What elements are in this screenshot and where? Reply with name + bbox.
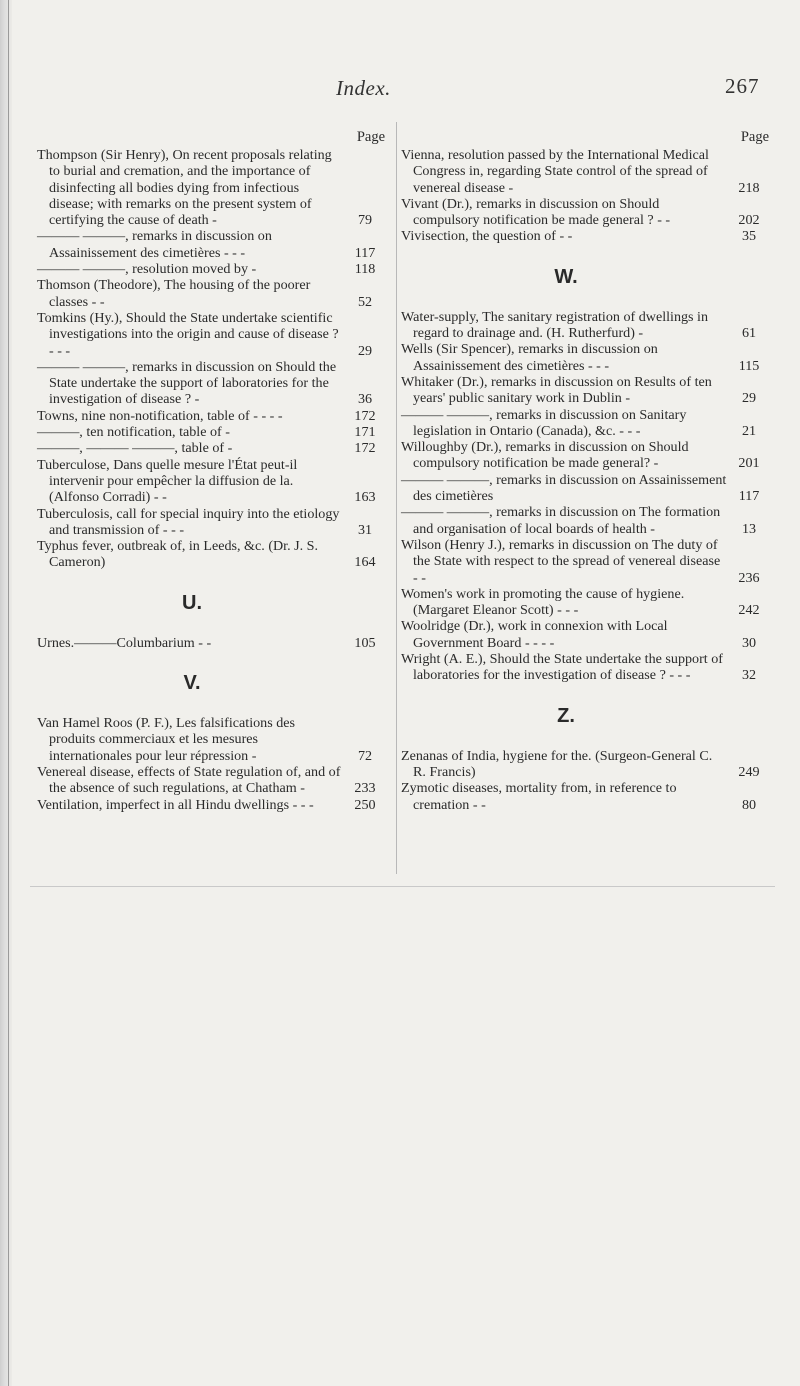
- index-entry: [37, 261, 387, 277]
- bottom-rule: [30, 886, 775, 887]
- index-entry: [37, 506, 387, 539]
- section-letter: V.: [183, 672, 201, 695]
- index-entry: [37, 538, 387, 571]
- index-entry: [37, 635, 387, 651]
- entry-text: Typhus fever, outbreak of, in Leeds, &c. (Dr. J. S. Cameron): [37, 538, 319, 571]
- index-entry: [401, 374, 771, 407]
- entry-text: Women's work in promoting the cause of hygiene. (Margaret Eleanor Scott) - - -: [401, 585, 685, 619]
- entry-text: Vienna, resolution passed by the International Medical Congress in, regarding State control of the spread of venereal disease -: [401, 147, 709, 196]
- entry-page-number: 218: [738, 179, 760, 196]
- entry-text: Van Hamel Roos (P. F.), Les falsifications des produits commerciaux et les mesures internationales pour leur répression -: [37, 715, 296, 764]
- page-number: 267: [725, 74, 760, 98]
- entry-page-number: 201: [738, 455, 760, 472]
- index-entry: [401, 196, 771, 229]
- entry-page-number: 171: [354, 424, 376, 441]
- index-entry: [401, 651, 771, 684]
- entry-text: ——— ———, remarks in discussion on Should the State undertake the support of laboratories for the investigation of disease ? -: [37, 358, 337, 408]
- section-letter: U.: [182, 591, 202, 614]
- entry-text: Vivant (Dr.), remarks in discussion on Should compulsory notification be made general ? - -: [401, 195, 671, 229]
- index-entry: [401, 780, 771, 813]
- entry-text: Vivisection, the question of - -: [401, 228, 573, 245]
- entry-page-number: 29: [741, 390, 757, 407]
- entry-page-number: 29: [357, 342, 373, 359]
- entry-text: Wright (A. E.), Should the State undertake the support of laboratories for the investigation of disease ? - - -: [401, 651, 723, 684]
- entry-text: ———, ten notification, table of -: [37, 424, 230, 441]
- entry-text: Tuberculosis, call for special inquiry into the etiology and transmission of - - -: [37, 505, 340, 538]
- index-entry: [37, 424, 387, 440]
- entry-text: Whitaker (Dr.), remarks in discussion on Results of ten years' public sanitary work in Dublin -: [401, 373, 712, 407]
- entry-text: Thompson (Sir Henry), On recent proposals relating to burial and cremation, and the importance of disinfecting all bodies dying from infectious disease; with remarks on the present system of certifying the cause of death -: [37, 147, 332, 229]
- right-index-column: [401, 128, 771, 813]
- entry-text: Tuberculose, Dans quelle mesure l'État peut-il intervenir pour empêcher la diffusion de la. (Alfonso Corradi) - -: [37, 456, 298, 506]
- index-entry: [37, 408, 387, 424]
- entry-page-number: 31: [357, 521, 373, 538]
- entry-page-number: 202: [738, 212, 760, 229]
- entry-page-number: 13: [741, 520, 757, 537]
- entry-page-number: 30: [741, 634, 757, 651]
- entry-page-number: 35: [741, 228, 757, 245]
- entry-text: Zenanas of India, hygiene for the. (Surgeon-General C. R. Francis): [401, 747, 713, 780]
- index-entry: [401, 537, 771, 586]
- entry-page-number: 172: [354, 407, 376, 424]
- section-letter: W.: [554, 265, 578, 288]
- index-entry: [37, 228, 387, 261]
- entry-text: Willoughby (Dr.), remarks in discussion on Should compulsory notification be made general? -: [401, 439, 689, 472]
- entry-text: ——— ———, resolution moved by -: [37, 261, 257, 278]
- entry-page-number: 79: [357, 212, 373, 229]
- index-entry: [401, 341, 771, 374]
- index-entry: [401, 618, 771, 651]
- entry-page-number: 242: [738, 602, 760, 619]
- index-entry: [401, 748, 771, 781]
- entry-text: Zymotic diseases, mortality from, in reference to cremation - -: [401, 780, 677, 813]
- entry-page-number: 117: [738, 488, 760, 505]
- entry-text: Venereal disease, effects of State regulation of, and of the absence of such regulations, at Chatham -: [37, 763, 341, 797]
- entry-page-number: 163: [354, 489, 376, 506]
- entry-text: Thomson (Theodore), The housing of the poorer classes - -: [37, 277, 311, 310]
- entry-text: Towns, nine non-notification, table of - - - -: [37, 407, 283, 424]
- entry-page-number: 249: [738, 763, 760, 780]
- page-column-label: Page: [740, 129, 769, 145]
- index-entry: [401, 309, 771, 342]
- column-divider: [396, 122, 397, 874]
- index-entry: [401, 472, 771, 505]
- entry-page-number: 61: [741, 325, 757, 342]
- entry-page-number: 72: [357, 747, 373, 764]
- entry-text: Water-supply, The sanitary registration of dwellings in regard to drainage and. (H. Rutherfurd) -: [401, 308, 709, 342]
- entry-page-number: 172: [354, 440, 376, 457]
- entry-text: Ventilation, imperfect in all Hindu dwellings - - -: [37, 796, 314, 813]
- index-entry: [401, 504, 771, 537]
- entry-page-number: 115: [738, 357, 760, 374]
- index-entry: [401, 228, 771, 244]
- entry-text: Tomkins (Hy.), Should the State undertake scientific investigations into the origin and cause of disease ? - - -: [37, 309, 339, 359]
- index-entry: [37, 764, 387, 797]
- entry-text: ——— ———, remarks in discussion on Sanitary legislation in Ontario (Canada), &c. - - -: [401, 406, 687, 439]
- entry-page-number: 52: [357, 293, 373, 310]
- entry-text: Wilson (Henry J.), remarks in discussion on The duty of the State with respect to the spread of venereal disease - -: [401, 536, 721, 586]
- section-letter: Z.: [557, 704, 575, 727]
- entry-text: ——— ———, remarks in discussion on Assainissement des cimetières - - -: [37, 228, 272, 261]
- index-entry: [37, 359, 387, 408]
- index-entry: [401, 439, 771, 472]
- entry-page-number: 236: [738, 569, 760, 586]
- entry-page-number: 233: [354, 780, 376, 797]
- entry-text: ——— ———, remarks in discussion on Assainissement des cimetières: [401, 471, 727, 505]
- index-entry: [37, 457, 387, 506]
- left-index-column: [37, 128, 387, 813]
- entry-page-number: 21: [741, 422, 757, 439]
- entry-page-number: 250: [354, 796, 376, 813]
- entry-page-number: 164: [354, 554, 376, 571]
- book-binding-edge: [0, 0, 12, 1386]
- entry-page-number: 80: [741, 796, 757, 813]
- index-entry: [37, 797, 387, 813]
- entry-text: ——— ———, remarks in discussion on The formation and organisation of local boards of health -: [401, 504, 721, 537]
- index-entry: [37, 440, 387, 456]
- page-column-label: Page: [356, 129, 385, 145]
- entry-text: Woolridge (Dr.), work in connexion with Local Government Board - - - -: [401, 618, 668, 651]
- entry-page-number: 32: [741, 667, 757, 684]
- index-entry: [37, 147, 387, 228]
- entry-page-number: 117: [354, 244, 376, 261]
- entry-page-number: 36: [357, 391, 373, 408]
- entry-page-number: 118: [354, 261, 376, 278]
- index-entry: [401, 147, 771, 196]
- entry-text: Wells (Sir Spencer), remarks in discussion on Assainissement des cimetières - - -: [401, 341, 658, 374]
- running-head: Index.: [336, 76, 391, 100]
- entry-text: ———, ——— ———, table of -: [37, 440, 233, 457]
- binding-line: [8, 0, 9, 1386]
- index-entry: [37, 310, 387, 359]
- index-entry: [37, 277, 387, 310]
- index-entry: [401, 586, 771, 619]
- entry-page-number: 105: [354, 634, 376, 651]
- index-entry: [37, 715, 387, 764]
- entry-text: Urnes.———Columbarium - -: [37, 634, 212, 651]
- index-entry: [401, 407, 771, 440]
